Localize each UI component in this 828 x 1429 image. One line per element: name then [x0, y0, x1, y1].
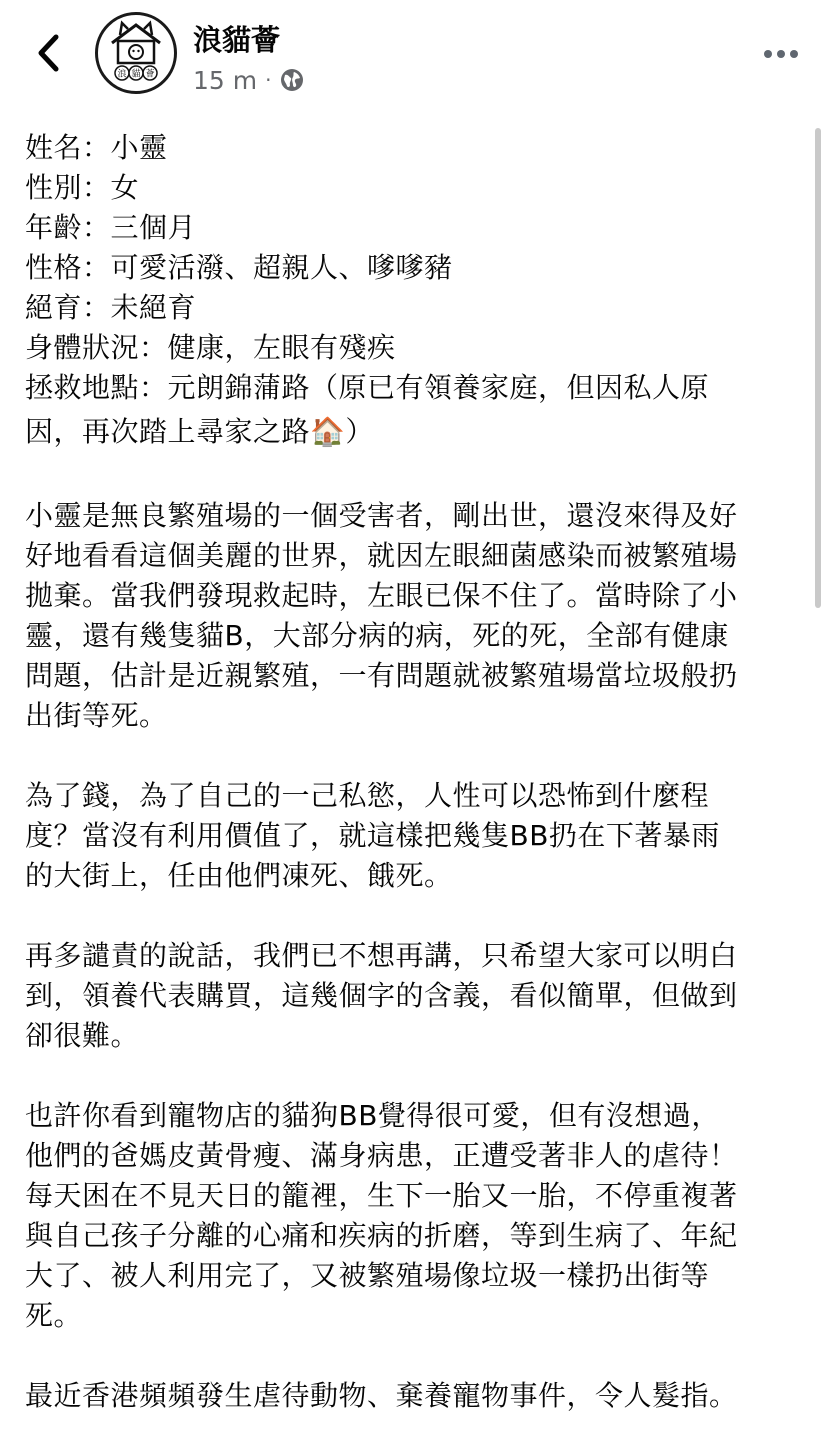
info-rescue-location: 拯救地點：元朗錦蒲路（原已有領養家庭，但因私人原 — [25, 371, 710, 404]
paragraph-gap — [25, 736, 795, 776]
more-options-button[interactable] — [756, 34, 806, 74]
paragraph-gap — [25, 1056, 795, 1096]
post-meta — [193, 62, 305, 98]
post-header — [0, 0, 828, 112]
cat-house-logo-icon — [98, 15, 174, 91]
logo-char-1: 浪 — [117, 69, 127, 80]
paragraph-5: 最近香港頻頻發生虐待動物、棄養寵物事件，令人髮指。 — [25, 1379, 738, 1412]
info-personality: 性格：可愛活潑、超親人、嗲嗲豬 — [25, 251, 453, 284]
paragraph-3: 再多譴責的說話，我們已不想再講，只希望大家可以明白 到，領養代表購買，這幾個字的含義，看似簡單，但做到 卻很難。 — [25, 939, 738, 1052]
post-text — [25, 128, 795, 1416]
info-neutered: 絕育：未絕育 — [25, 291, 197, 324]
globe-icon[interactable] — [279, 67, 305, 93]
paragraph-gap — [25, 456, 795, 496]
info-gender: 性別：女 — [25, 171, 140, 204]
scrollbar[interactable] — [815, 128, 821, 608]
page-name[interactable]: 浪貓薈 — [193, 23, 281, 57]
paragraph-1: 小靈是無良繁殖場的一個受害者，剛出世，還沒來得及好 好地看看這個美麗的世界，就因左眼細菌感染而被繁殖場 拋棄。當我們發現救起時，左眼已保不住了。當時除了小 靈，還有幾隻貓B，大部分病的病，死的死，全部有健康 問題，估計是近親繁殖，一有問題就被繁殖場當垃圾般扔 出街等死。 — [25, 499, 738, 732]
meta-separator: · — [265, 68, 272, 92]
info-rescue-location-cont: 因，再次踏上尋家之路🏠） — [25, 415, 374, 448]
more-horizontal-icon — [763, 49, 799, 59]
info-name: 姓名：小靈 — [25, 131, 168, 164]
paragraph-4: 也許你看到寵物店的貓狗BB覺得很可愛，但有沒想過， 他們的爸媽皮黃骨瘦、滿身病患，正遭受著非人的虐待！ 每天困在不見天日的籠裡，生下一胎又一胎，不停重複著 與自己孩子分離的心痛和疾病的折磨，等到生病了、年紀 大了、被人利用完了，又被繁殖場像垃圾一樣扔出街等 死。 — [25, 1099, 738, 1332]
chevron-left-icon — [36, 34, 60, 72]
logo-char-2: 貓 — [131, 69, 141, 80]
back-button[interactable] — [28, 32, 68, 74]
logo-char-3: 薈 — [145, 69, 155, 80]
page-avatar[interactable] — [95, 12, 177, 94]
post-time[interactable]: 15 m — [193, 65, 258, 95]
paragraph-gap — [25, 1336, 795, 1376]
info-age: 年齡：三個月 — [25, 211, 197, 244]
paragraph-2: 為了錢，為了自己的一己私慾，人性可以恐怖到什麼程 度？當沒有利用價值了，就這樣把幾隻BB扔在下著暴雨 的大街上，任由他們凍死、餓死。 — [25, 779, 720, 892]
info-health: 身體狀況：健康，左眼有殘疾 — [25, 331, 396, 364]
paragraph-gap — [25, 896, 795, 936]
